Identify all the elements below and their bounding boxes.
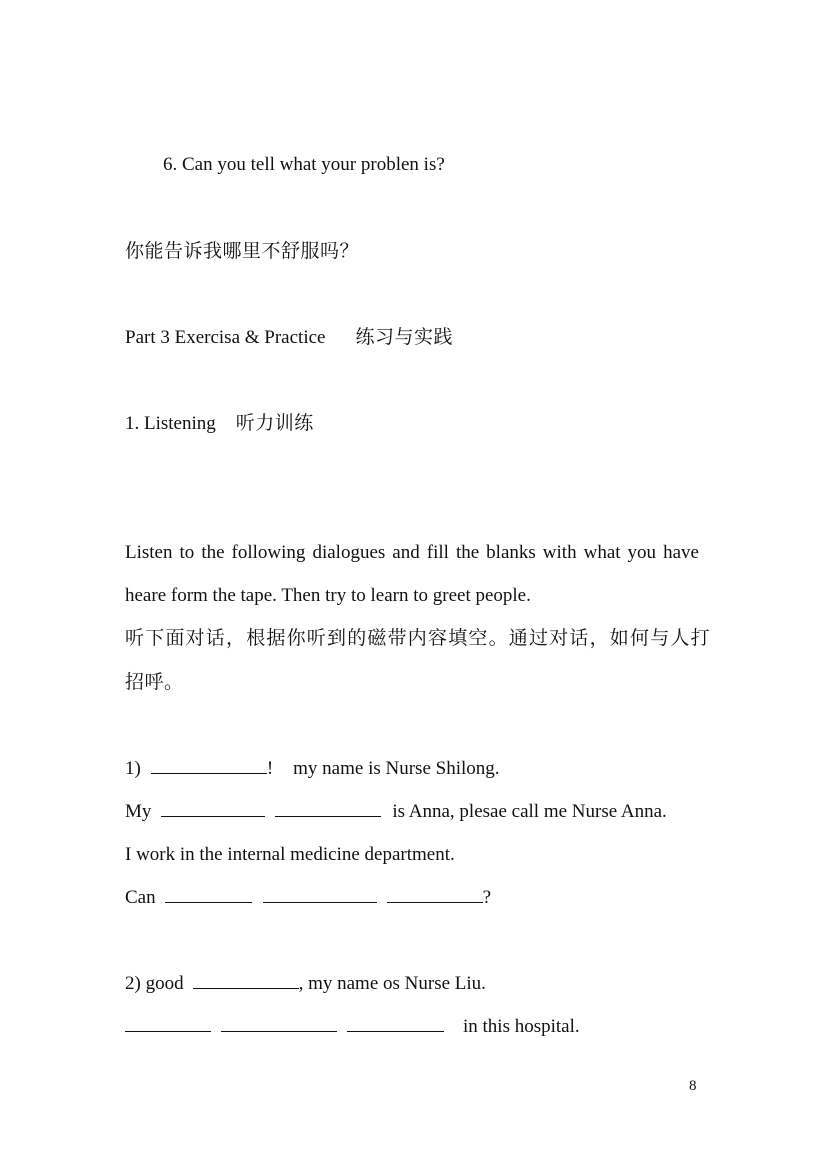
instruction-cn-line-1: 听下面对话，根据你听到的磁带内容填空。通过对话，如何与人打 (125, 628, 711, 649)
instruction-word: and (392, 542, 420, 563)
dialogue2-label: 2) good (125, 973, 184, 994)
instruction-word: fill (426, 542, 449, 563)
instruction-word: what (583, 542, 621, 563)
exclamation: ! (266, 758, 274, 779)
blank-field[interactable] (221, 1015, 337, 1032)
part3-heading (125, 326, 453, 350)
instruction-word: have (663, 542, 699, 563)
listening-heading-cn: 听力训练 (235, 413, 314, 434)
instruction-word: blanks (486, 542, 536, 563)
instruction-word: Listen (125, 542, 173, 563)
blank-field[interactable] (151, 757, 267, 774)
instruction-word: to (179, 542, 195, 563)
blank-field[interactable] (125, 1015, 211, 1032)
dialogue2-line-2 (125, 1015, 580, 1039)
blank-field[interactable] (347, 1015, 444, 1032)
part3-heading-en: Part 3 Exercisa & Practice (125, 327, 326, 348)
dialogue2-line-1 (125, 972, 486, 996)
instruction-word: following (231, 542, 306, 563)
dialogue1-line-1-text: my name is Nurse Shilong. (293, 758, 500, 779)
question-6-translation: 你能告诉我哪里不舒服吗？ (125, 241, 360, 262)
blank-field[interactable] (275, 800, 381, 817)
dialogue1-label: 1) (125, 758, 141, 779)
dialogue1-line-4-start: Can (125, 887, 156, 908)
listening-heading (125, 412, 314, 436)
blank-field[interactable] (387, 886, 483, 903)
instruction-word: the (455, 542, 480, 563)
dialogue2-line-1-text: , my name os Nurse Liu. (298, 973, 486, 994)
blank-field[interactable] (193, 972, 299, 989)
question-6 (163, 153, 445, 177)
dialogue1-line-2-text: is Anna, plesae call me Nurse Anna. (392, 801, 667, 822)
instruction-line-2: heare form the tape. Then try to learn to greet people. (125, 585, 531, 606)
dialogue1-line-1 (125, 757, 500, 781)
instruction-word: dialogues (312, 542, 386, 563)
dialogue1-line-3: I work in the internal medicine department. (125, 844, 455, 865)
question-mark: ? (482, 887, 492, 908)
dialogue1-line-4 (125, 886, 491, 910)
page-number: 8 (689, 1078, 697, 1094)
instruction-cn-line-2: 招呼。 (125, 672, 184, 693)
dialogue1-line-2 (125, 800, 667, 824)
listening-heading-en: 1. Listening (125, 413, 216, 434)
dialogue1-line-2-start: My (125, 801, 152, 822)
question-6-number: 6. (163, 154, 178, 175)
question-6-text: Can you tell what your problen is? (182, 154, 445, 175)
part3-heading-cn: 练习与实践 (355, 327, 453, 348)
instruction-line-1 (125, 541, 699, 565)
blank-field[interactable] (263, 886, 377, 903)
instruction-word: you (627, 542, 657, 563)
instruction-word: with (542, 542, 577, 563)
blank-field[interactable] (161, 800, 265, 817)
dialogue2-line-2-text: in this hospital. (463, 1016, 580, 1037)
blank-field[interactable] (165, 886, 252, 903)
instruction-word: the (201, 542, 225, 563)
